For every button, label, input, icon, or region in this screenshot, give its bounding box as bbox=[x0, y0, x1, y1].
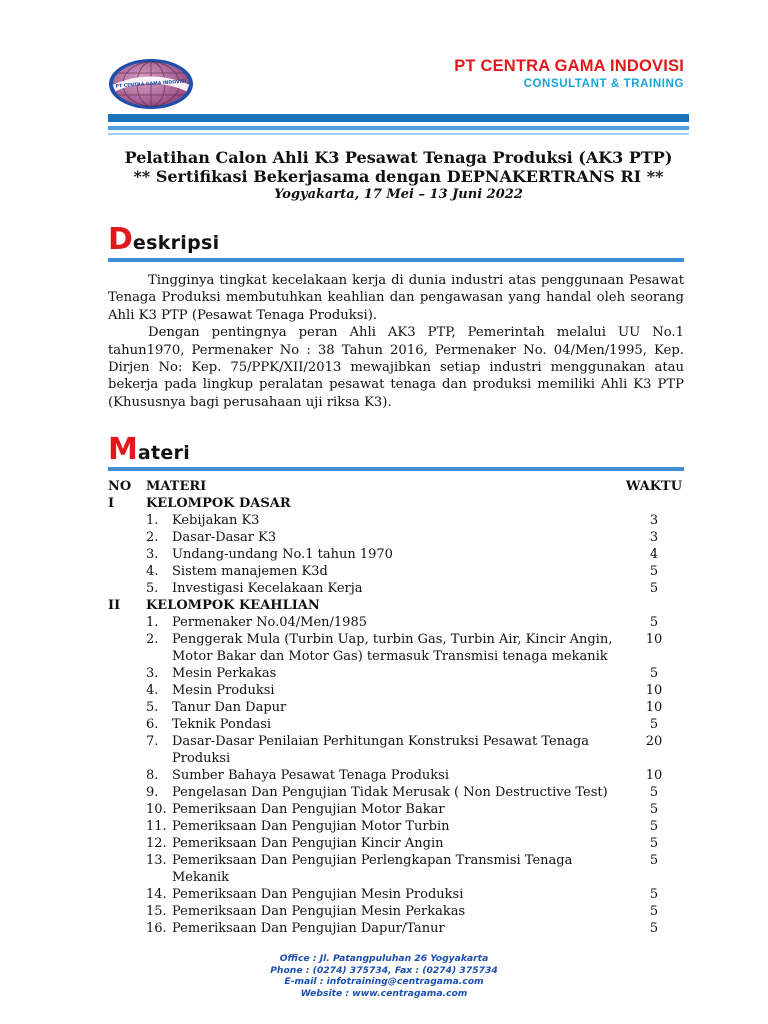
heading-rest: ateri bbox=[137, 442, 191, 464]
table-row bbox=[108, 580, 684, 597]
item-text: Pemeriksaan Dan Pengujian Perlengkapan Transmisi Tenaga Mekanik bbox=[172, 853, 573, 885]
item-waktu: 5 bbox=[649, 887, 659, 902]
item-text: Dasar-Dasar K3 bbox=[172, 530, 277, 545]
item-number: 1. bbox=[146, 615, 159, 630]
table-row bbox=[108, 665, 684, 682]
item-text: Sistem manajemen K3d bbox=[172, 564, 328, 579]
item-waktu: 5 bbox=[649, 785, 659, 800]
item-waktu: 5 bbox=[649, 802, 659, 817]
item-waktu: 5 bbox=[649, 564, 659, 579]
table-row bbox=[108, 767, 684, 784]
heading-initial: D bbox=[108, 222, 133, 257]
item-number: 3. bbox=[146, 547, 159, 562]
item-number: 4. bbox=[146, 564, 159, 579]
item-number: 14. bbox=[146, 887, 167, 902]
description-body bbox=[108, 272, 684, 411]
footer-contact bbox=[0, 953, 768, 999]
table-row bbox=[108, 563, 684, 580]
item-number: 2. bbox=[146, 530, 159, 545]
group-name: KELOMPOK KEAHLIAN bbox=[146, 598, 320, 613]
group-number: II bbox=[108, 598, 121, 613]
section-divider bbox=[108, 258, 684, 262]
table-row bbox=[108, 920, 684, 937]
svg-text:PT CENTRA GAMA INDOVISI: PT CENTRA GAMA INDOVISI bbox=[115, 79, 187, 90]
item-text: Pemeriksaan Dan Pengujian Kincir Angin bbox=[172, 836, 444, 851]
section-divider bbox=[108, 467, 684, 471]
footer-phone: Phone : (0274) 375734, Fax : (0274) 375734 bbox=[270, 964, 498, 976]
table-row bbox=[108, 852, 684, 886]
item-waktu: 5 bbox=[649, 666, 659, 681]
item-number: 9. bbox=[146, 785, 159, 800]
company-tagline: CONSULTANT & TRAINING bbox=[523, 78, 684, 90]
item-number: 5. bbox=[146, 700, 159, 715]
table-row bbox=[108, 529, 684, 546]
table-row bbox=[108, 716, 684, 733]
section-heading-deskripsi bbox=[108, 222, 219, 257]
company-logo bbox=[108, 58, 194, 110]
item-number: 7. bbox=[146, 734, 159, 749]
company-block bbox=[454, 57, 684, 90]
column-header-waktu: WAKTU bbox=[625, 479, 683, 494]
item-number: 13. bbox=[146, 853, 167, 868]
item-number: 1. bbox=[146, 513, 159, 528]
item-number: 3. bbox=[146, 666, 159, 681]
title-line: Pelatihan Calon Ahli K3 Pesawat Tenaga Produksi (AK3 PTP) bbox=[124, 148, 673, 167]
item-waktu: 5 bbox=[649, 904, 659, 919]
item-text: Permenaker No.04/Men/1985 bbox=[172, 615, 367, 630]
item-waktu: 10 bbox=[645, 632, 663, 647]
item-text: Mesin Perkakas bbox=[172, 666, 277, 681]
item-text: Pemeriksaan Dan Pengujian Motor Turbin bbox=[172, 819, 450, 834]
footer-office: Office : Jl. Patangpuluhan 26 Yogyakarta bbox=[279, 953, 489, 964]
table-row bbox=[108, 835, 684, 852]
footer-email[interactable]: E-mail : infotraining@centragama.com bbox=[284, 976, 484, 987]
item-text: Undang-undang No.1 tahun 1970 bbox=[172, 547, 393, 562]
item-text: Tanur Dan Dapur bbox=[172, 700, 287, 715]
section-heading-materi bbox=[108, 432, 190, 467]
item-number: 5. bbox=[146, 581, 159, 596]
item-waktu: 10 bbox=[645, 683, 663, 698]
item-number: 8. bbox=[146, 768, 159, 783]
group-name: KELOMPOK DASAR bbox=[146, 496, 291, 511]
heading-initial: M bbox=[108, 432, 138, 467]
table-row bbox=[108, 886, 684, 903]
globe-logo-icon bbox=[108, 58, 194, 110]
group-row bbox=[108, 597, 684, 614]
item-number: 6. bbox=[146, 717, 159, 732]
table-header bbox=[108, 478, 684, 495]
item-text: Investigasi Kecelakaan Kerja bbox=[172, 581, 363, 596]
group-number: I bbox=[108, 496, 115, 511]
table-row bbox=[108, 903, 684, 920]
item-number: 4. bbox=[146, 683, 159, 698]
company-name: PT CENTRA GAMA INDOVISI bbox=[454, 57, 684, 75]
item-text: Pemeriksaan Dan Pengujian Mesin Produksi bbox=[172, 887, 464, 902]
column-header-no: NO bbox=[108, 479, 132, 494]
item-waktu: 5 bbox=[649, 581, 659, 596]
item-number: 2. bbox=[146, 632, 159, 647]
header-divider bbox=[108, 114, 689, 122]
table-row bbox=[108, 784, 684, 801]
item-waktu: 10 bbox=[645, 700, 663, 715]
item-text: Pemeriksaan Dan Pengujian Motor Bakar bbox=[172, 802, 445, 817]
item-waktu: 3 bbox=[649, 530, 659, 545]
subtitle-line: ** Sertifikasi Bekerjasama dengan DEPNAKERTRANS RI ** bbox=[133, 167, 664, 186]
date-line: Yogyakarta, 17 Mei – 13 Juni 2022 bbox=[274, 187, 523, 202]
column-header-materi: MATERI bbox=[146, 479, 207, 494]
item-text: Pemeriksaan Dan Pengujian Mesin Perkakas bbox=[172, 904, 466, 919]
item-waktu: 5 bbox=[649, 819, 659, 834]
table-row bbox=[108, 682, 684, 699]
table-row bbox=[108, 818, 684, 835]
item-waktu: 5 bbox=[649, 717, 659, 732]
heading-rest: eskripsi bbox=[132, 232, 220, 254]
item-text: Pengelasan Dan Pengujian Tidak Merusak ( Non Destructive Test) bbox=[172, 785, 608, 800]
item-text: Dasar-Dasar Penilaian Perhitungan Konstruksi Pesawat Tenaga Produksi bbox=[172, 734, 589, 766]
table-row bbox=[108, 546, 684, 563]
item-waktu: 20 bbox=[645, 734, 663, 749]
item-waktu: 10 bbox=[645, 768, 663, 783]
header-divider-light bbox=[108, 133, 689, 135]
header-divider-thin bbox=[108, 126, 689, 130]
table-row bbox=[108, 614, 684, 631]
item-waktu: 5 bbox=[649, 615, 659, 630]
item-text: Penggerak Mula (Turbin Uap, turbin Gas, Turbin Air, Kincir Angin, Motor Bakar dan Motor Gas) termasuk Transmisi tenaga mekanik bbox=[172, 632, 613, 664]
item-number: 12. bbox=[146, 836, 167, 851]
item-waktu: 5 bbox=[649, 853, 659, 868]
item-number: 16. bbox=[146, 921, 167, 936]
group-row bbox=[108, 495, 684, 512]
item-text: Mesin Produksi bbox=[172, 683, 275, 698]
materi-table bbox=[108, 478, 684, 937]
item-waktu: 4 bbox=[649, 547, 659, 562]
table-row bbox=[108, 733, 684, 767]
item-waktu: 5 bbox=[649, 921, 659, 936]
item-number: 15. bbox=[146, 904, 167, 919]
description-paragraph: Tingginya tingkat kecelakaan kerja di dunia industri atas penggunaan Pesawat Tenaga Produksi membutuhkan keahlian dan pengawasan yang handal oleh seorang Ahli K3 PTP (Pesawat Tenaga Produksi). bbox=[108, 273, 684, 323]
item-waktu: 5 bbox=[649, 836, 659, 851]
item-text: Sumber Bahaya Pesawat Tenaga Produksi bbox=[172, 768, 450, 783]
item-waktu: 3 bbox=[649, 513, 659, 528]
item-text: Pemeriksaan Dan Pengujian Dapur/Tanur bbox=[172, 921, 445, 936]
table-row bbox=[108, 631, 684, 665]
description-paragraph: Dengan pentingnya peran Ahli AK3 PTP, Pemerintah melalui UU No.1 tahun1970, Permenaker No : 38 Tahun 2016, Permenaker No. 04/Men/1995, Kep. Dirjen No: Kep. 75/PPK/XII/2013 mewajibkan setiap industri menggunakan atau bekerja pada lingkup peralatan pesawat tenaga dan produksi memiliki Ahli K3 PTP (Khususnya bagi perusahaan uji riksa K3). bbox=[108, 325, 684, 410]
item-text: Teknik Pondasi bbox=[172, 717, 272, 732]
table-row bbox=[108, 699, 684, 716]
table-row bbox=[108, 801, 684, 818]
footer-website[interactable]: Website : www.centragama.com bbox=[300, 987, 468, 999]
item-number: 10. bbox=[146, 802, 167, 817]
item-number: 11. bbox=[146, 819, 167, 834]
document-title bbox=[108, 148, 689, 204]
table-row bbox=[108, 512, 684, 529]
item-text: Kebijakan K3 bbox=[172, 513, 260, 528]
